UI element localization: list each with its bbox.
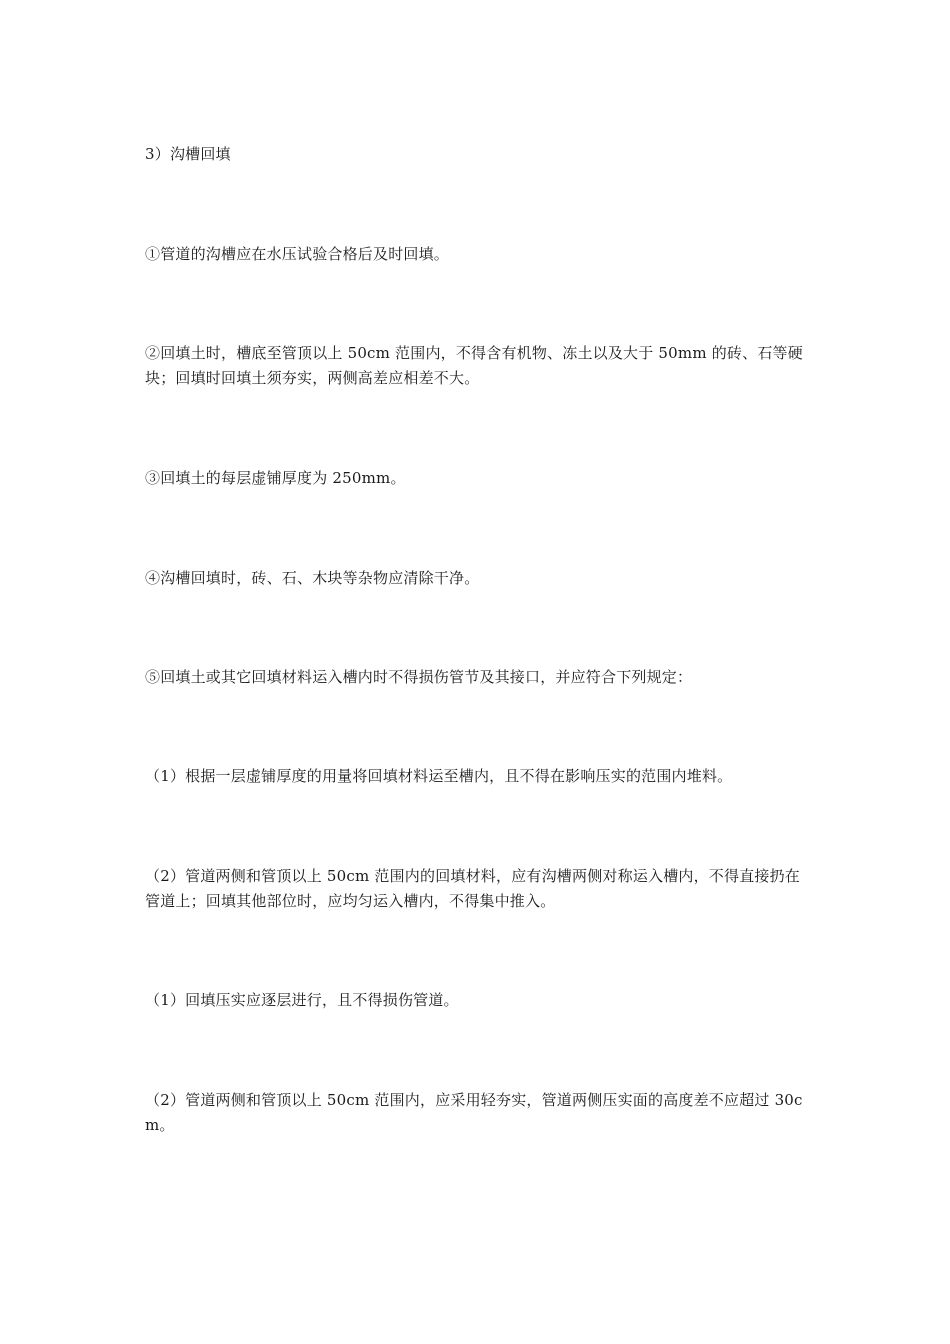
paragraph-9: （2）管道两侧和管顶以上 50cm 范围内，应采用轻夯实，管道两侧压实面的高度差不应超过 30cm。 [145, 1091, 803, 1134]
paragraph-3: ③回填土的每层虚铺厚度为 250mm。 [145, 469, 406, 487]
paragraph-7: （2）管道两侧和管顶以上 50cm 范围内的回填材料，应有沟槽两侧对称运入槽内，不得直接扔在管道上；回填其他部位时，应均匀运入槽内，不得集中推入。 [145, 867, 800, 910]
paragraph-2: ②回填土时，槽底至管顶以上 50cm 范围内，不得含有机物、冻土以及大于 50mm 的砖、石等硬块；回填时回填土须夯实，两侧高差应相差不大。 [145, 344, 803, 387]
section-heading: 3）沟槽回填 [145, 145, 231, 163]
paragraph-1: ①管道的沟槽应在水压试验合格后及时回填。 [145, 245, 450, 263]
paragraph-8: （1）回填压实应逐层进行，且不得损伤管道。 [145, 991, 459, 1009]
paragraph-5: ⑤回填土或其它回填材料运入槽内时不得损伤管节及其接口，并应符合下列规定： [145, 668, 693, 686]
paragraph-4: ④沟槽回填时，砖、石、木块等杂物应清除干净。 [145, 569, 480, 587]
paragraph-6: （1）根据一层虚铺厚度的用量将回填材料运至槽内，且不得在影响压实的范围内堆料。 [145, 767, 733, 785]
